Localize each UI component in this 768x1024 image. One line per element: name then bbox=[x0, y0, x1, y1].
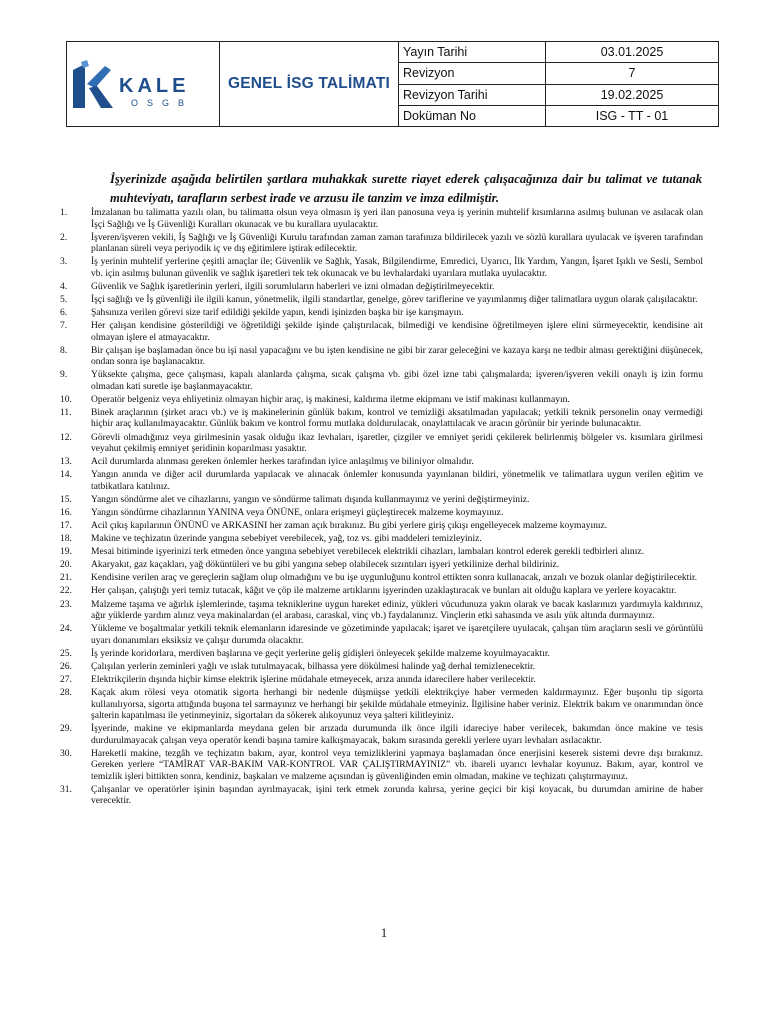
title-cell bbox=[220, 42, 399, 126]
list-item bbox=[60, 456, 703, 468]
list-item-number: 4. bbox=[60, 280, 68, 292]
meta-value: ISG - TT - 01 bbox=[595, 108, 669, 123]
list-item bbox=[60, 623, 703, 646]
list-item bbox=[60, 256, 703, 279]
list-item-text: Mesai bitiminde işyerinizi terk etmeden önce yangına sebebiyet verebilecek elektrikli cihazları, lambaları kontrol ederek gerekli tedbirleri alınız. bbox=[91, 546, 644, 558]
list-item-number: 22. bbox=[60, 585, 72, 597]
list-item-number: 23. bbox=[60, 598, 72, 610]
list-item bbox=[60, 407, 703, 430]
page-number: 1 bbox=[380, 926, 388, 940]
list-item-number: 13. bbox=[60, 456, 72, 468]
meta-value: 19.02.2025 bbox=[600, 87, 664, 102]
list-item-text: Elektrikçilerin dışında hiçbir kimse elektrik işlerine müdahale etmeyecek, arıza anında idarecilere haber verilecektir. bbox=[91, 673, 536, 685]
meta-label: Yayın Tarihi bbox=[399, 42, 546, 62]
list-item bbox=[60, 533, 703, 545]
meta-label: Revizyon Tarihi bbox=[399, 85, 546, 105]
logo-main-text: KALE bbox=[119, 75, 190, 97]
list-item-number: 29. bbox=[60, 723, 72, 735]
list-item-text: İşveren/işveren vekili, İş Sağlığı ve İş Güvenliği Kurulu tarafından zaman zaman tarafınıza bildirilecek yazılı ve sözlü kurallara uyulacak ve işveren tarafından planlanan süreli veya periyodik iç ve dış eğitimlere iştirak edilecektir. bbox=[91, 231, 703, 255]
list-item bbox=[60, 599, 703, 622]
list-item bbox=[60, 432, 703, 455]
list-item bbox=[60, 394, 703, 406]
meta-row-publish-date bbox=[399, 42, 718, 63]
meta-row-revision-date bbox=[399, 85, 718, 106]
list-item-text: Görevli olmadığınız veya girilmesinin yasak olduğu ikaz levhaları, işaretler, çizgiler ve emniyet şeridi çekilerek belirlenmiş bölgeler vs. kısımlara girilmesi veyahut çekilmiş emniyet şeridinin koparılması yasaktır. bbox=[91, 431, 703, 455]
list-item-number: 3. bbox=[60, 256, 68, 268]
list-item bbox=[60, 723, 703, 746]
list-item-number: 30. bbox=[60, 747, 72, 759]
list-item-text: İmzalanan bu talimatta yazılı olan, bu talimatta olsun veya olmasın iş yeri ilan panosuna veya iş yerinin muhtelif kısımlarına asılmış bulunan ve asılacak olan İşçi Sağlığı ve İş Güvenliği Kuralları okunacak ve bu kurallara uyulacaktır. bbox=[91, 207, 703, 230]
list-item-number: 5. bbox=[60, 293, 68, 305]
list-item bbox=[60, 232, 703, 255]
meta-value: 03.01.2025 bbox=[600, 45, 664, 60]
list-item-number: 21. bbox=[60, 572, 72, 584]
list-item-number: 27. bbox=[60, 673, 72, 685]
list-item-number: 26. bbox=[60, 660, 72, 672]
list-item bbox=[60, 507, 703, 519]
list-item bbox=[60, 546, 703, 558]
list-item-text: Operatör belgeniz veya ehliyetiniz olmayan hiçbir araç, iş makinesi, kaldırma iletme ekipmanı ve istif makinası kullanmayın. bbox=[91, 393, 570, 405]
list-item-number: 31. bbox=[60, 783, 72, 795]
list-item-number: 10. bbox=[60, 393, 72, 405]
list-item-text: Yükleme ve boşaltmalar yetkili teknik elemanların idaresinde ve gözetiminde yapılacak; işaret ve işaretçilere uyulacak, çalışan tüm araçların sesli ve görüntülü uyarı donanımları eksiksiz ve çalışır durumda olacaktır. bbox=[91, 623, 703, 646]
list-item-number: 17. bbox=[60, 520, 72, 531]
meta-row-revision bbox=[399, 63, 718, 84]
list-item-number: 25. bbox=[60, 647, 72, 659]
meta-row-document-no bbox=[399, 106, 718, 126]
list-item-text: İşçi sağlığı ve İş güvenliği ile ilgili kanun, yönetmelik, ilgili standartlar, genelge, görev tariflerine ve yayımlanmış diğer talimatlara uygun olarak çalışılacaktır. bbox=[91, 293, 698, 305]
list-item bbox=[60, 674, 703, 686]
list-item-text: Malzeme taşıma ve ağırlık işlemlerinde, taşıma tekniklerine uygun hareket ediniz, yükleri vücudunuza yakın olarak ve bacak kaslarınızı yardımıyla kaldırınız, ağır yüklerde yardım alınız veya makinalardan (el arabası, caraskal, vinç vb.) faydalanınız. Vinçlerin etki sahasında ve asılı yük altında durmayınız. bbox=[91, 598, 703, 622]
meta-label: Doküman No bbox=[399, 106, 546, 126]
list-item-text: Güvenlik ve Sağlık işaretlerinin yerleri, ilgili sorumluların haberleri ve izni olmadan değiştirilmeyecektir. bbox=[91, 280, 495, 292]
list-item bbox=[60, 294, 703, 306]
list-item-text: Makine ve teçhizatın üzerinde yangına sebebiyet verebilecek, yağ, toz vs. gibi maddeleri temizleyiniz. bbox=[91, 533, 482, 545]
list-item-text: Çalışılan yerlerin zeminleri yağlı ve ıslak tutulmayacak, bilhassa yere dökülmesi halinde yağ derhal temizlenecektir. bbox=[91, 660, 536, 672]
list-item-number: 6. bbox=[60, 306, 68, 318]
list-item bbox=[60, 648, 703, 660]
list-item bbox=[60, 494, 703, 506]
list-item bbox=[60, 320, 703, 343]
list-item-text: Şahsınıza verilen görevi size tarif edildiği şekilde yapın, kendi işinizden başka bir işe karışmayın. bbox=[91, 306, 464, 318]
meta-label: Revizyon bbox=[399, 63, 546, 83]
meta-table bbox=[399, 42, 718, 126]
list-item bbox=[60, 307, 703, 319]
list-item-text: Kendisine verilen araç ve gereçlerin sağlam olup olmadığını ve bu işe uygunluğunu kontrol ettikten sonra kullanacak, arızalı ve bozuk olanlar değiştirilecektir. bbox=[91, 572, 698, 584]
list-item-number: 19. bbox=[60, 546, 72, 558]
list-item bbox=[60, 784, 703, 807]
intro-paragraph: İşyerinizde aşağıda belirtilen şartlara muhakkak surette riayet ederek çalışacağınıza dair bu talimat ve tutanak muhteviyatı, tarafların serbest irade ve arzusu ile tanzim ve imza edilmiştir. bbox=[110, 171, 702, 205]
list-item-number: 18. bbox=[60, 533, 72, 545]
list-item bbox=[60, 345, 703, 368]
list-item-number: 12. bbox=[60, 431, 72, 443]
list-item bbox=[60, 520, 703, 532]
logo-sub-text: OSGB bbox=[131, 98, 194, 108]
list-item bbox=[60, 369, 703, 392]
list-item-text: Yüksekte çalışma, gece çalışması, kapalı alanlarda çalışma, sıcak çalışma vb. gibi özel izne tabi çalışmalarda; işveren/işveren vekili onaylı iş izin formu olmadan kati suretle işe başlanmayacaktır. bbox=[91, 369, 703, 392]
list-item bbox=[60, 572, 703, 584]
kale-logo-icon bbox=[71, 60, 215, 112]
list-item bbox=[60, 748, 703, 783]
list-item bbox=[60, 469, 703, 492]
list-item-number: 20. bbox=[60, 559, 72, 571]
list-item-text: Yangın anında ve diğer acil durumlarda yapılacak ve alınacak önlemler konusunda yayınlanan bildiri, yönetmelik ve talimatlara uygun verilen eğitim ve tatbikatlara katılınız. bbox=[91, 469, 703, 492]
list-item-number: 14. bbox=[60, 469, 72, 481]
list-item-number: 2. bbox=[60, 231, 68, 243]
list-item-number: 24. bbox=[60, 623, 72, 635]
list-item-text: İş yerinin muhtelif yerlerine çeşitli amaçlar ile; Güvenlik ve Sağlık, Yasak, Bilgilendirme, Emredici, Uyarıcı, İlk Yardım, Yangın, İşaret Işıklı ve Sesli, Sembol vb. için asılmış bulunan güvenlik ve sağlık işaretleri tek tek okunacak ve bu levhalardaki uyarılara mutlaka uyulacaktır. bbox=[91, 256, 703, 279]
list-item bbox=[60, 661, 703, 673]
list-item-number: 11. bbox=[60, 406, 72, 418]
list-item bbox=[60, 559, 703, 571]
document-title: GENEL İSG TALİMATI bbox=[227, 75, 391, 92]
list-item-text: Kaçak akım rölesi veya otomatik sigorta herhangi bir nedenle düşmüşse yetkili elektrikçiye haber vermeden kaldırmayınız. Eğer buşonlu tip sigorta kullanılıyorsa, sigorta attığında buşona tel sarmayınız ve herhangi bir şekilde müdahale etmeyiniz. İlgilisine haber veriniz. Elektrik bakım ve onarımından önce şalterin kapatılması ile yetinmeyiniz, sigortaları da sökerek alıkoyunuz veya şalteri kilitleyiniz. bbox=[91, 687, 703, 722]
list-item-number: 9. bbox=[60, 369, 68, 381]
list-item-text: Yangın söndürme alet ve cihazlarını, yangın ve söndürme talimatı dışında kullanmayınız ve yerini değiştirmeyiniz. bbox=[91, 493, 530, 505]
list-item-text: Her çalışan, çalıştığı yeri temiz tutacak, kâğıt ve çöp ile malzeme artıklarını işyerinden uzaklaştıracak ve bunları ait olduğu kaplara ve yerlere koyacaktır. bbox=[91, 585, 677, 597]
instruction-list bbox=[60, 207, 703, 808]
list-item-text: Her çalışan kendisine gösterildiği ve öğretildiği şekilde işinde çalıştırılacak, bilmediği ve kendisine öğretilmeyen işlere elini sürmeyecektir, kendisine ait olmayan işlere el atmayacaktır. bbox=[91, 320, 703, 343]
list-item bbox=[60, 585, 703, 597]
list-item-text: Akaryakıt, gaz kaçakları, yağ döküntüleri ve bu gibi yangına sebep olabilecek sızıntıları işyeri yetkilinize derhal bildiriniz. bbox=[91, 559, 560, 571]
logo-cell bbox=[67, 42, 220, 126]
list-item-number: 28. bbox=[60, 687, 72, 699]
list-item-text: Hareketli makine, tezgâh ve teçhizatın bakım, ayar, kontrol veya temizliklerini yapmaya başlamadan önce enerjisini keserek sistemi devre dışı bırakınız. Gereken yerlere “TAMİRAT VAR-BAKIM VAR-KONTROL VAR ÇALIŞTIRMAYINIZ” vb. ibareli uyarıcı levhalar koyunuz. Bakım, ayar, kontrol ve temizlik işleri bittikten sonra, kendiniz, başkaları ve malzeme açısından iş güvenliğinden emin olmadan, makine ve teçhizatı çalıştırmayınız. bbox=[91, 747, 703, 782]
list-item-text: Yangın söndürme cihazlarının YANINA veya ÖNÜNE, onlara erişmeyi güçleştirecek malzeme koymayınız. bbox=[91, 506, 504, 518]
list-item-number: 16. bbox=[60, 506, 72, 518]
document-header bbox=[66, 41, 719, 127]
meta-value: 7 bbox=[628, 66, 636, 81]
list-item bbox=[60, 281, 703, 293]
list-item bbox=[60, 687, 703, 722]
list-item-text: Acil durumlarda alınması gereken önlemler herkes tarafından iyice anlaşılmış ve biliniyor olmalıdır. bbox=[91, 456, 474, 468]
list-item-text: Binek araçlarının (şirket aracı vb.) ve iş makinelerinin günlük bakım, kontrol ve temizliği aksatılmadan yapılacak; yetkili teknik personelin onay vermediği hiçbir araç kullanılmayacaktır. Günlük bakım ve kontrol formu mutlaka doldurulacak, onaylattılacak ve aracın görünür bir yerinde bulunacaktır. bbox=[91, 406, 703, 430]
list-item-text: İş yerinde koridorlara, merdiven başlarına ve geçit yerlerine geliş gidişleri önleyecek şekilde malzeme koyulmayacaktır. bbox=[91, 647, 550, 659]
list-item-number: 15. bbox=[60, 493, 72, 505]
list-item-text: Çalışanlar ve operatörler işinin başından ayrılmayacak, işini terk etmek zorunda kalırsa, yerine geçici bir kişi koyacak, bu durumdan amirine de haber verecektir. bbox=[91, 783, 703, 807]
list-item-number: 7. bbox=[60, 320, 68, 332]
list-item-number: 8. bbox=[60, 344, 68, 356]
list-item-text: İşyerinde, makine ve ekipmanlarda meydana gelen bir arızada durumunda ilk önce ilgili idareciye haber verilecek, bakımdan önce makine ve tesis durdurulmayacak çalışan veya operatör kendi başına tamire kalkışmayacak, bakım sırasında gerekli yerlere uyarı levhaları asılacaktır. bbox=[91, 723, 703, 746]
list-item-text: Bir çalışan işe başlamadan önce bu işi nasıl yapacağını ve bu işten kendisine ne gibi bir zarar geleceğini ve kazaya karşı ne tedbir alması gerektiğini düşünecek, ondan sonra işe başlanacaktır. bbox=[91, 344, 703, 368]
list-item-text: Acil çıkış kapılarının ÖNÜNÜ ve ARKASINI her zaman açık bırakınız. Bu gibi yerlere giriş çıkışı engelleyecek malzeme koymayınız. bbox=[91, 520, 608, 531]
list-item-number: 1. bbox=[60, 207, 68, 218]
list-item bbox=[60, 207, 703, 230]
